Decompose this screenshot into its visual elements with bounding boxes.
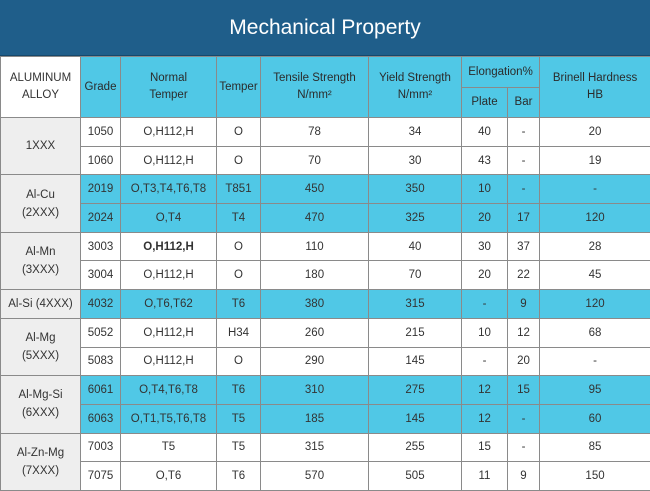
grade-cell: 6063: [81, 404, 121, 433]
grade-cell: 3003: [81, 232, 121, 261]
yield-strength-cell: 215: [369, 318, 462, 347]
table-row: [1, 376, 650, 405]
table-row: [1, 290, 650, 319]
header-grade: Grade: [81, 57, 121, 118]
yield-strength-cell: 145: [369, 404, 462, 433]
yield-strength-cell: 275: [369, 376, 462, 405]
header-normal-temper: Normal Temper: [121, 57, 217, 118]
grade-cell: 7003: [81, 433, 121, 462]
alloy-series-cell: 1XXX: [1, 118, 81, 175]
tensile-strength-cell: 70: [261, 146, 369, 175]
normal-temper-cell: O,H112,H: [121, 318, 217, 347]
yield-strength-cell: 505: [369, 462, 462, 491]
normal-temper-cell: O,H112,H: [121, 232, 217, 261]
table-row: [1, 118, 650, 147]
table-row: [1, 146, 650, 175]
header-tensile-strength: Tensile Strength N/mm²: [261, 57, 369, 118]
elongation-plate-cell: 20: [462, 204, 508, 233]
yield-strength-cell: 325: [369, 204, 462, 233]
yield-strength-cell: 255: [369, 433, 462, 462]
tensile-strength-cell: 380: [261, 290, 369, 319]
brinell-hardness-cell: 95: [540, 376, 650, 405]
tensile-strength-cell: 185: [261, 404, 369, 433]
yield-strength-cell: 30: [369, 146, 462, 175]
temper-cell: O: [217, 261, 261, 290]
temper-cell: O: [217, 347, 261, 376]
brinell-hardness-cell: 120: [540, 204, 650, 233]
brinell-hardness-cell: 150: [540, 462, 650, 491]
yield-strength-cell: 315: [369, 290, 462, 319]
temper-cell: H34: [217, 318, 261, 347]
table-row: [1, 347, 650, 376]
alloy-series-cell: Al-Zn-Mg (7XXX): [1, 433, 81, 490]
header-plate: Plate: [462, 88, 508, 118]
tensile-strength-cell: 290: [261, 347, 369, 376]
normal-temper-cell: O,H112,H: [121, 118, 217, 147]
elongation-plate-cell: 30: [462, 232, 508, 261]
brinell-hardness-cell: 20: [540, 118, 650, 147]
elongation-bar-cell: -: [508, 118, 540, 147]
normal-temper-cell: O,T4: [121, 204, 217, 233]
brinell-hardness-cell: 68: [540, 318, 650, 347]
normal-temper-cell: O,T1,T5,T6,T8: [121, 404, 217, 433]
temper-cell: T6: [217, 376, 261, 405]
alloy-series-cell: Al-Mg-Si (6XXX): [1, 376, 81, 433]
yield-strength-cell: 40: [369, 232, 462, 261]
elongation-plate-cell: 12: [462, 376, 508, 405]
elongation-bar-cell: -: [508, 175, 540, 204]
elongation-plate-cell: 10: [462, 318, 508, 347]
temper-cell: T6: [217, 290, 261, 319]
tensile-strength-cell: 315: [261, 433, 369, 462]
table-row: [1, 318, 650, 347]
alloy-series-cell: Al-Cu (2XXX): [1, 175, 81, 232]
elongation-bar-cell: 20: [508, 347, 540, 376]
header-elongation: Elongation%: [462, 57, 540, 88]
table-row: [1, 261, 650, 290]
normal-temper-cell: T5: [121, 433, 217, 462]
alloy-series-cell: Al-Mn (3XXX): [1, 232, 81, 289]
temper-cell: T6: [217, 462, 261, 491]
brinell-hardness-cell: 60: [540, 404, 650, 433]
grade-cell: 5052: [81, 318, 121, 347]
grade-cell: 2019: [81, 175, 121, 204]
table-row: [1, 204, 650, 233]
elongation-plate-cell: 12: [462, 404, 508, 433]
tensile-strength-cell: 78: [261, 118, 369, 147]
table-body: [1, 118, 650, 491]
temper-cell: T5: [217, 433, 261, 462]
yield-strength-cell: 350: [369, 175, 462, 204]
brinell-hardness-cell: -: [540, 347, 650, 376]
tensile-strength-cell: 570: [261, 462, 369, 491]
elongation-bar-cell: -: [508, 404, 540, 433]
elongation-plate-cell: 11: [462, 462, 508, 491]
grade-cell: 5083: [81, 347, 121, 376]
yield-strength-cell: 145: [369, 347, 462, 376]
grade-cell: 7075: [81, 462, 121, 491]
brinell-hardness-cell: 45: [540, 261, 650, 290]
normal-temper-cell: O,H112,H: [121, 261, 217, 290]
page-title: Mechanical Property: [0, 0, 650, 56]
elongation-plate-cell: 43: [462, 146, 508, 175]
grade-cell: 4032: [81, 290, 121, 319]
normal-temper-cell: O,H112,H: [121, 347, 217, 376]
temper-cell: O: [217, 146, 261, 175]
brinell-hardness-cell: 85: [540, 433, 650, 462]
brinell-hardness-cell: 19: [540, 146, 650, 175]
tensile-strength-cell: 450: [261, 175, 369, 204]
header-yield-strength: Yield Strength N/mm²: [369, 57, 462, 118]
alloy-series-cell: Al-Si (4XXX): [1, 290, 81, 319]
table-row: [1, 462, 650, 491]
brinell-hardness-cell: 28: [540, 232, 650, 261]
tensile-strength-cell: 180: [261, 261, 369, 290]
elongation-bar-cell: 12: [508, 318, 540, 347]
header-brinell-hardness: Brinell Hardness HB: [540, 57, 650, 118]
elongation-bar-cell: 9: [508, 290, 540, 319]
elongation-bar-cell: 15: [508, 376, 540, 405]
elongation-bar-cell: -: [508, 146, 540, 175]
elongation-plate-cell: -: [462, 290, 508, 319]
yield-strength-cell: 34: [369, 118, 462, 147]
grade-cell: 1060: [81, 146, 121, 175]
grade-cell: 6061: [81, 376, 121, 405]
temper-cell: T4: [217, 204, 261, 233]
grade-cell: 3004: [81, 261, 121, 290]
elongation-bar-cell: 17: [508, 204, 540, 233]
temper-cell: T5: [217, 404, 261, 433]
grade-cell: 1050: [81, 118, 121, 147]
normal-temper-cell: O,T4,T6,T8: [121, 376, 217, 405]
normal-temper-cell: O,T6,T62: [121, 290, 217, 319]
elongation-plate-cell: 15: [462, 433, 508, 462]
tensile-strength-cell: 310: [261, 376, 369, 405]
elongation-bar-cell: 9: [508, 462, 540, 491]
tensile-strength-cell: 470: [261, 204, 369, 233]
tensile-strength-cell: 110: [261, 232, 369, 261]
header-aluminum-alloy: ALUMINUM ALLOY: [1, 57, 81, 118]
elongation-plate-cell: -: [462, 347, 508, 376]
table-row: [1, 433, 650, 462]
elongation-plate-cell: 40: [462, 118, 508, 147]
normal-temper-cell: O,T3,T4,T6,T8: [121, 175, 217, 204]
elongation-bar-cell: 37: [508, 232, 540, 261]
temper-cell: O: [217, 232, 261, 261]
table-row: [1, 404, 650, 433]
elongation-plate-cell: 20: [462, 261, 508, 290]
alloy-series-cell: Al-Mg (5XXX): [1, 318, 81, 375]
brinell-hardness-cell: -: [540, 175, 650, 204]
temper-cell: T851: [217, 175, 261, 204]
temper-cell: O: [217, 118, 261, 147]
mechanical-property-table: [0, 56, 650, 491]
normal-temper-cell: O,T6: [121, 462, 217, 491]
elongation-bar-cell: -: [508, 433, 540, 462]
tensile-strength-cell: 260: [261, 318, 369, 347]
header-bar: Bar: [508, 88, 540, 118]
normal-temper-cell: O,H112,H: [121, 146, 217, 175]
yield-strength-cell: 70: [369, 261, 462, 290]
table-row: [1, 232, 650, 261]
elongation-plate-cell: 10: [462, 175, 508, 204]
elongation-bar-cell: 22: [508, 261, 540, 290]
table-row: [1, 175, 650, 204]
header-temper: Temper: [217, 57, 261, 118]
brinell-hardness-cell: 120: [540, 290, 650, 319]
grade-cell: 2024: [81, 204, 121, 233]
